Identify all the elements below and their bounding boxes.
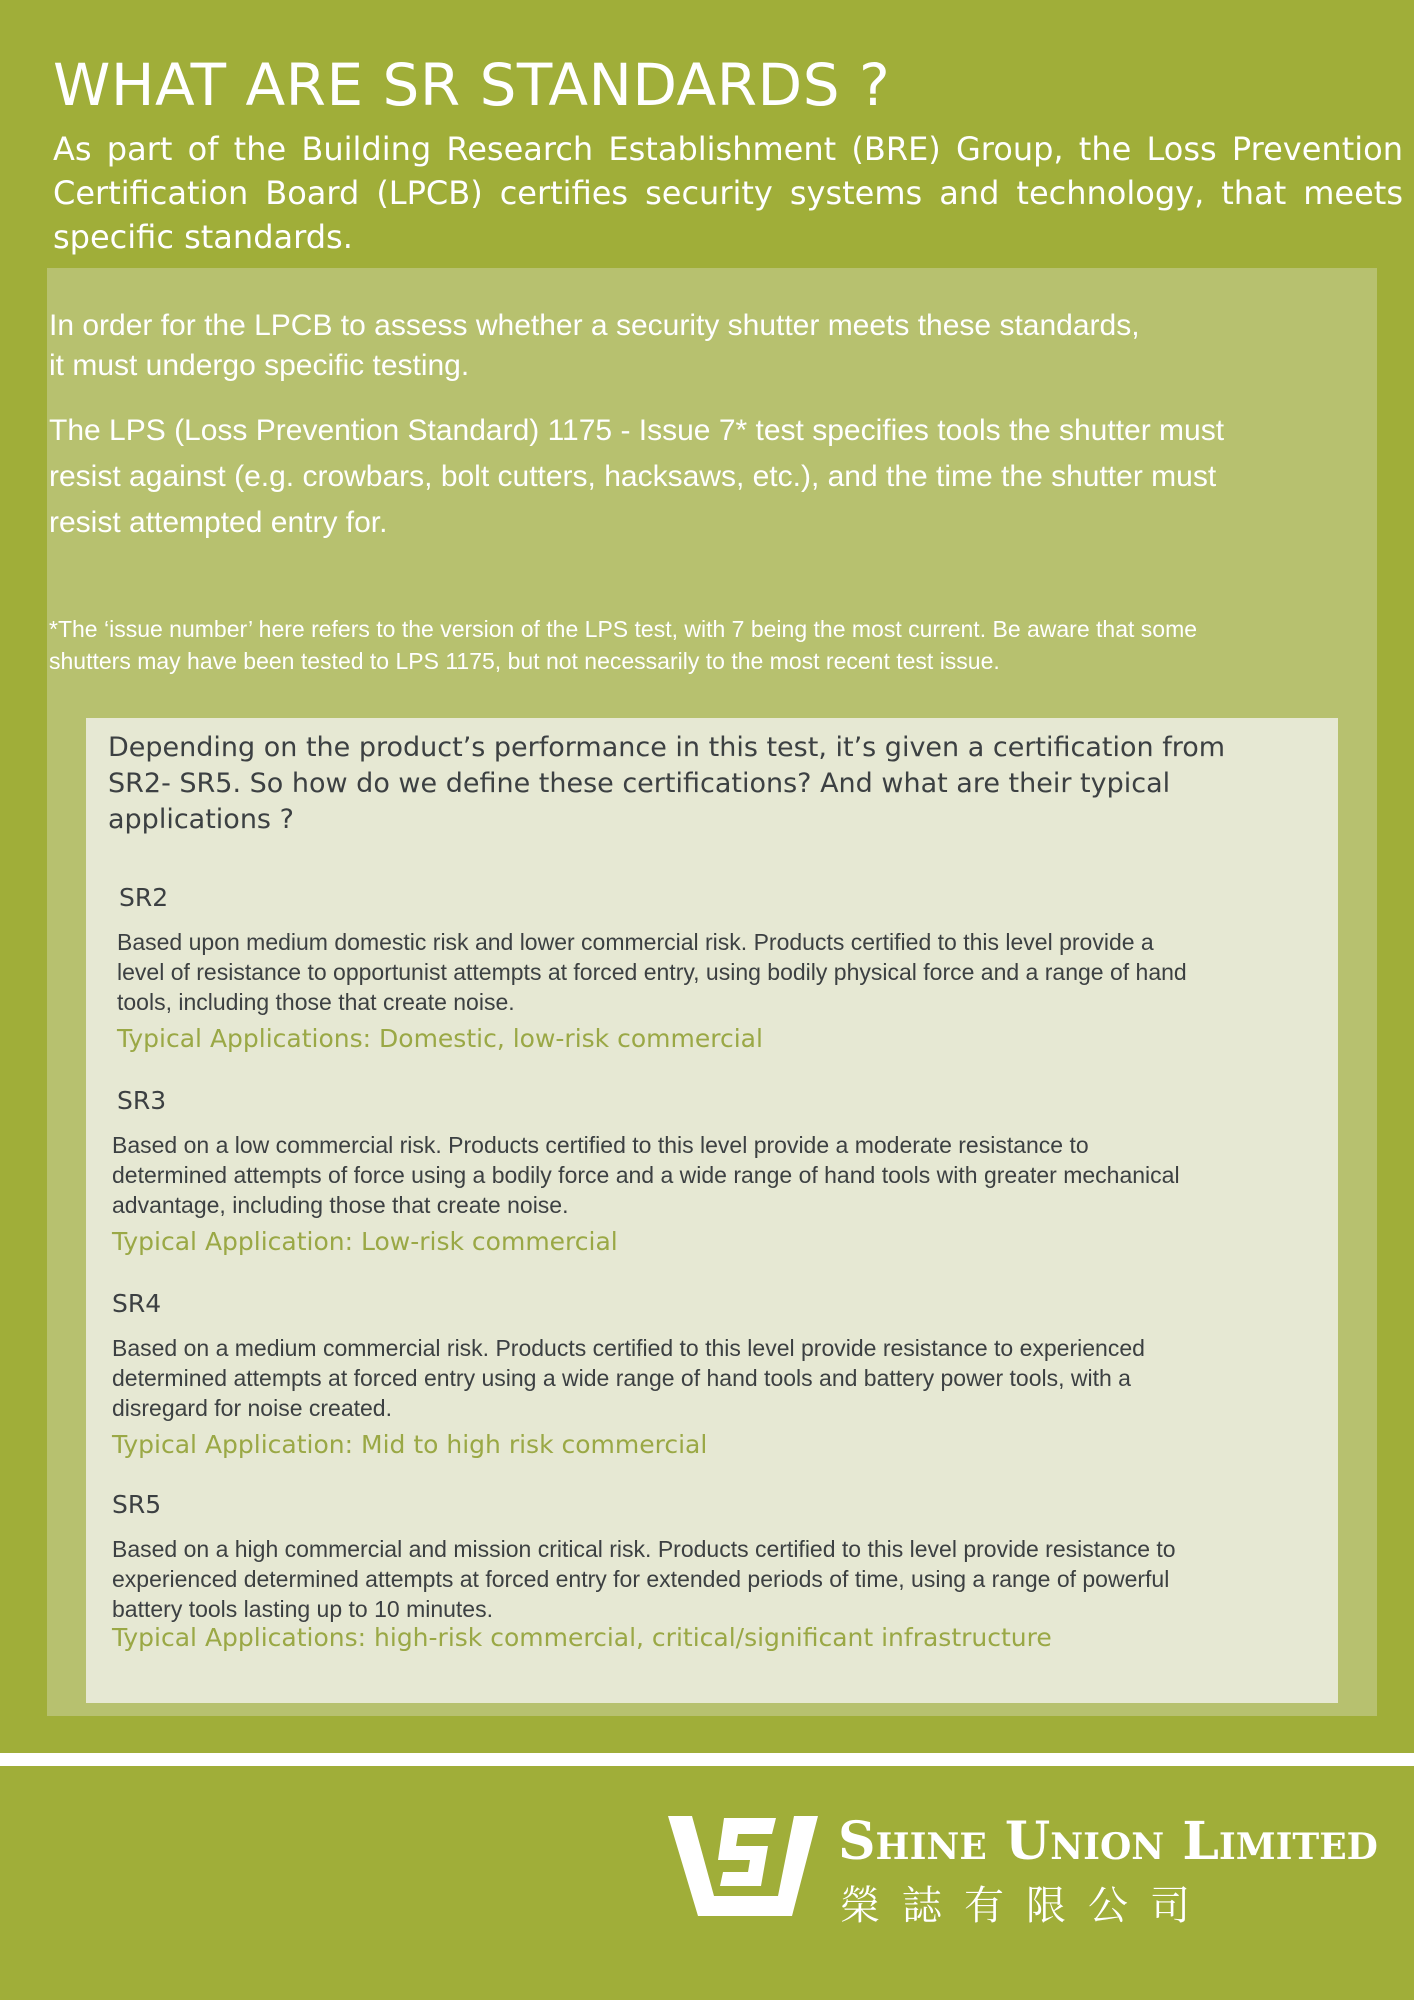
level-title: SR5 — [112, 1490, 162, 1519]
level-description: Based on a high commercial and mission critical risk. Products certified to this level provide resistance to experienced determined attempts at forced entry for extended periods of time, using a range of powerful battery tools lasting up to 10 minutes. — [112, 1536, 1176, 1622]
level-title: SR4 — [112, 1289, 162, 1318]
level-description: Based on a medium commercial risk. Products certified to this level provide resistance to experienced determined attempts at forced entry using a wide range of hand tools and battery power tools, with a disregard for noise created. — [112, 1335, 1145, 1421]
level-applications: Typical Applications: high-risk commercial, critical/significant infrastructure — [112, 1623, 1052, 1652]
testing-paragraph-2: The LPS (Loss Prevention Standard) 1175 - Issue 7* test specifies tools the shutter must resist against (e.g. crowbars, bolt cutters, hacksaws, etc.), and the time the shutter must resist attempted entry for. — [49, 414, 1225, 539]
divider — [0, 1753, 1414, 1766]
level-applications: Typical Applications: Domestic, low-risk commercial — [117, 1024, 763, 1053]
testing-panel — [47, 268, 1377, 1716]
level-description: Based upon medium domestic risk and lower commercial risk. Products certified to this level provide a level of resistance to opportunist attempts at forced entry, using bodily physical force and a range of hand tools, including those that create noise. — [117, 929, 1187, 1015]
company-logo-icon — [668, 1816, 820, 1924]
certification-card — [86, 718, 1338, 1703]
level-title: SR3 — [117, 1086, 167, 1115]
testing-paragraph-1: In order for the LPCB to assess whether a security shutter meets these standards, it must undergo specific testing. — [49, 309, 1140, 382]
level-applications: Typical Application: Low-risk commercial — [112, 1227, 618, 1256]
company-name-chinese: 榮誌有限公司 — [840, 1883, 1212, 1929]
level-applications: Typical Application: Mid to high risk commercial — [112, 1430, 708, 1459]
level-description: Based on a low commercial risk. Products certified to this level provide a moderate resistance to determined attempts of force using a bodily force and a wide range of hand tools with greater mechanical advantage, including those that create noise. — [112, 1132, 1180, 1218]
level-title: SR2 — [119, 883, 169, 912]
page-title: WHAT ARE SR STANDARDS ? — [53, 51, 891, 119]
certification-intro: Depending on the product’s performance in this test, it’s given a certification from SR2- SR5. So how do we define these certifications? And what are their typical applications ? — [108, 732, 1226, 835]
company-name: Shine Union Limited — [838, 1811, 1378, 1872]
issue-footnote: *The ‘issue number’ here refers to the version of the LPS test, with 7 being the most current. Be aware that some shutters may have been tested to LPS 1175, but not necessarily to the most recent test issue. — [49, 616, 1198, 674]
intro-paragraph: As part of the Building Research Establishment (BRE) Group, the Loss Prevention Certification Board (LPCB) certifies security systems and technology, that meets specific standards. — [53, 130, 1403, 256]
